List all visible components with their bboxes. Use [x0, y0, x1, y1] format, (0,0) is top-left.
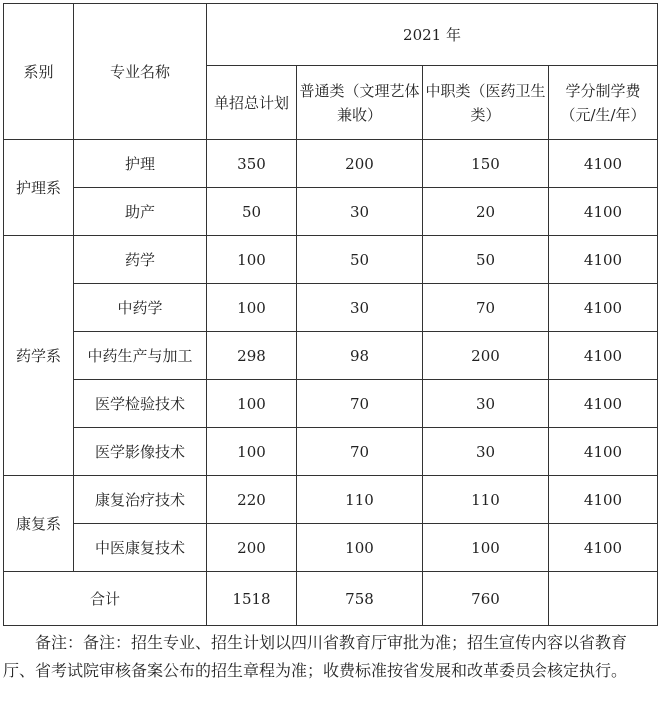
- single-cell: 220: [207, 476, 297, 524]
- header-major: 专业名称: [74, 4, 207, 140]
- vocational-cell: 150: [423, 140, 549, 188]
- vocational-cell: 100: [423, 524, 549, 572]
- fee-cell: 4100: [549, 284, 658, 332]
- total-vocational: 760: [423, 572, 549, 626]
- major-cell: 医学检验技术: [74, 380, 207, 428]
- general-cell: 30: [297, 284, 423, 332]
- total-general: 758: [297, 572, 423, 626]
- vocational-cell: 200: [423, 332, 549, 380]
- single-cell: 200: [207, 524, 297, 572]
- total-fee: [549, 572, 658, 626]
- general-cell: 100: [297, 524, 423, 572]
- footnote: 备注：备注：招生专业、招生计划以四川省教育厅审批为准；招生宣传内容以省教育厅、省考试院审核备案公布的招生章程为准；收费标准按省发展和改革委员会核定执行。: [3, 633, 628, 680]
- fee-cell: 4100: [549, 140, 658, 188]
- header-general: 普通类（文理艺体兼收）: [297, 66, 423, 140]
- fee-cell: 4100: [549, 188, 658, 236]
- single-cell: 298: [207, 332, 297, 380]
- major-cell: 中医康复技术: [74, 524, 207, 572]
- single-cell: 100: [207, 428, 297, 476]
- table-row: [4, 140, 658, 188]
- vocational-cell: 20: [423, 188, 549, 236]
- header-fee: 学分制学费（元/生/年）: [549, 66, 658, 140]
- table-row: [4, 380, 658, 428]
- total-single: 1518: [207, 572, 297, 626]
- fee-cell: 4100: [549, 524, 658, 572]
- vocational-cell: 50: [423, 236, 549, 284]
- major-cell: 助产: [74, 188, 207, 236]
- fee-cell: 4100: [549, 428, 658, 476]
- major-cell: 中药学: [74, 284, 207, 332]
- table-row: [4, 476, 658, 524]
- fee-cell: 4100: [549, 380, 658, 428]
- dept-cell: 药学系: [4, 236, 74, 476]
- single-cell: 100: [207, 236, 297, 284]
- table-row: [4, 188, 658, 236]
- dept-cell: 康复系: [4, 476, 74, 572]
- header-dept: 系别: [4, 4, 74, 140]
- table-row: [4, 428, 658, 476]
- major-cell: 医学影像技术: [74, 428, 207, 476]
- total-label: 合计: [4, 572, 207, 626]
- major-cell: 中药生产与加工: [74, 332, 207, 380]
- enrollment-table: [3, 3, 658, 626]
- header-vocational: 中职类（医药卫生类）: [423, 66, 549, 140]
- general-cell: 50: [297, 236, 423, 284]
- table-row: [4, 524, 658, 572]
- header-single-plan: 单招总计划: [207, 66, 297, 140]
- fee-cell: 4100: [549, 476, 658, 524]
- fee-cell: 4100: [549, 332, 658, 380]
- general-cell: 200: [297, 140, 423, 188]
- table-row: [4, 284, 658, 332]
- single-cell: 100: [207, 380, 297, 428]
- single-cell: 350: [207, 140, 297, 188]
- major-cell: 护理: [74, 140, 207, 188]
- general-cell: 70: [297, 428, 423, 476]
- major-cell: 康复治疗技术: [74, 476, 207, 524]
- total-row: [4, 572, 658, 626]
- single-cell: 50: [207, 188, 297, 236]
- vocational-cell: 110: [423, 476, 549, 524]
- table-row: [4, 332, 658, 380]
- general-cell: 30: [297, 188, 423, 236]
- table-row: [4, 236, 658, 284]
- vocational-cell: 30: [423, 428, 549, 476]
- fee-cell: 4100: [549, 236, 658, 284]
- header-year: 2021 年: [207, 4, 658, 66]
- vocational-cell: 30: [423, 380, 549, 428]
- single-cell: 100: [207, 284, 297, 332]
- vocational-cell: 70: [423, 284, 549, 332]
- general-cell: 110: [297, 476, 423, 524]
- general-cell: 70: [297, 380, 423, 428]
- dept-cell: 护理系: [4, 140, 74, 236]
- general-cell: 98: [297, 332, 423, 380]
- major-cell: 药学: [74, 236, 207, 284]
